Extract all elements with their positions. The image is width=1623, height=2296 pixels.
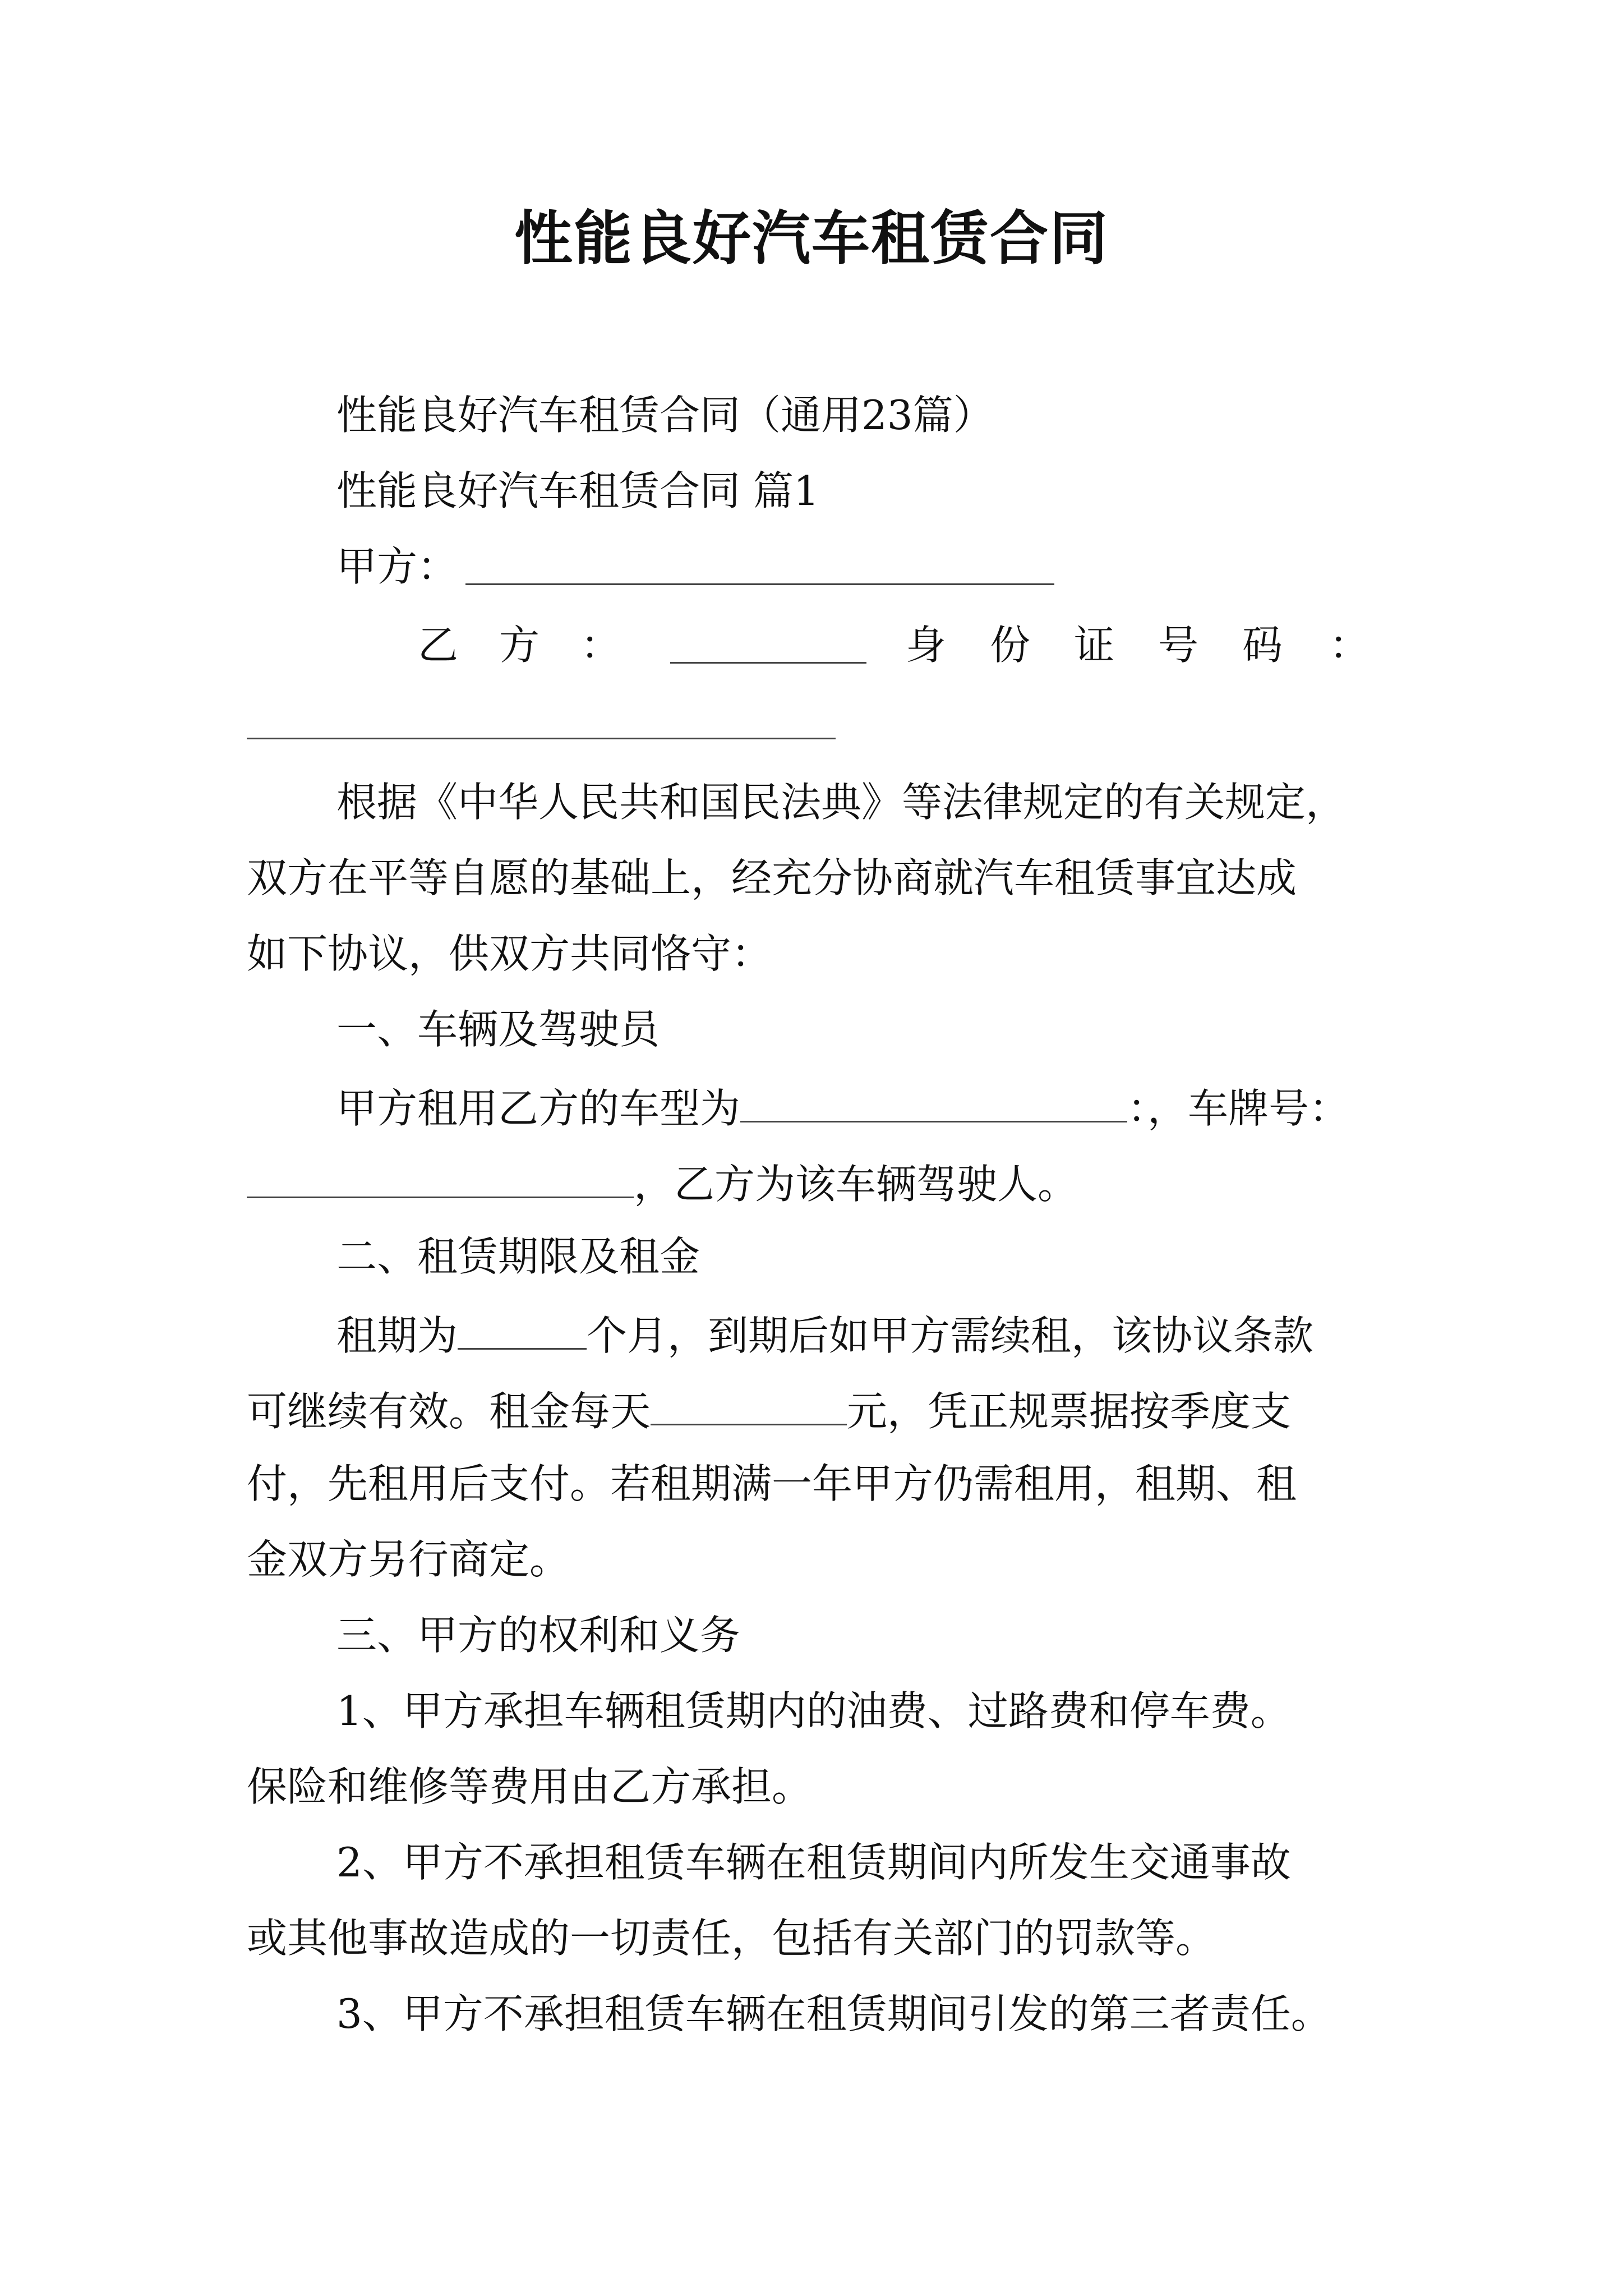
section-title: 性能良好汽车租赁合同 篇1	[336, 467, 819, 514]
heading-2: 二、租赁期限及租金	[336, 1233, 700, 1280]
party-b-char-1: 乙	[418, 622, 459, 669]
rent-label: 可继续有效。租金每天	[247, 1388, 651, 1435]
party-b-blank	[670, 662, 866, 664]
plate-label: ：，车牌号：	[1127, 1085, 1350, 1132]
intro-line-2: 双方在平等自愿的基础上，经充分协商就汽车租赁事宜达成	[247, 854, 1297, 901]
plate-blank	[247, 1153, 634, 1198]
id-char-4: 号	[1158, 622, 1199, 669]
intro-line-3: 如下协议，供双方共同恪守：	[247, 930, 772, 977]
rent-amount-blank	[651, 1380, 847, 1425]
id-colon: ：	[1329, 622, 1370, 669]
document-subtitle: 性能良好汽车租赁合同（通用23篇）	[336, 392, 994, 439]
term-line-4: 金双方另行商定。	[247, 1536, 570, 1583]
intro-line-1: 根据《中华人民共和国民法典》等法律规定的有关规定，	[336, 779, 1347, 826]
clause-1-line-1: 1、甲方承担车辆租赁期内的油费、过路费和停车费。	[336, 1687, 1291, 1734]
id-char-2: 份	[990, 622, 1031, 669]
clause-3-line-1: 3、甲方不承担租赁车辆在租赁期间引发的第三者责任。	[336, 1990, 1331, 2037]
id-char-1: 身	[906, 622, 947, 669]
term-line-3: 付，先租用后支付。若租期满一年甲方仍需租用，租期、租	[247, 1460, 1297, 1507]
term-line-2	[247, 1380, 1291, 1439]
car-model-blank	[740, 1077, 1127, 1122]
term-line-1	[336, 1304, 1313, 1364]
clause-1-line-2: 保险和维修等费用由乙方承担。	[247, 1763, 813, 1810]
party-b-colon: ：	[580, 622, 621, 669]
clause-2-line-2: 或其他事故造成的一切责任，包括有关部门的罚款等。	[247, 1915, 1216, 1962]
party-a-label: 甲方：	[336, 543, 458, 590]
term-label: 租期为	[336, 1312, 458, 1359]
party-b-char-2: 方	[499, 622, 540, 669]
id-char-3: 证	[1074, 622, 1115, 669]
clause-2-line-1: 2、甲方不承担租赁车辆在租赁期间内所发生交通事故	[336, 1839, 1291, 1886]
heading-3: 三、甲方的权利和义务	[336, 1612, 741, 1659]
heading-1: 一、车辆及驾驶员	[336, 1006, 660, 1053]
party-a-line	[336, 539, 458, 595]
rent-text: 元，凭正规票据按季度支	[847, 1388, 1292, 1435]
party-a-blank	[465, 583, 1054, 585]
driver-text: ，乙方为该车辆驾驶人。	[634, 1161, 1078, 1208]
car-model-label: 甲方租用乙方的车型为	[336, 1085, 741, 1132]
car-line-2	[247, 1153, 1078, 1212]
document-title: 性能良好汽车租赁合同	[514, 204, 1109, 273]
car-line-1	[336, 1077, 1349, 1137]
id-number-blank	[247, 738, 836, 739]
term-text: 个月，到期后如甲方需续租，该协议条款	[587, 1312, 1314, 1359]
id-char-5: 码	[1242, 622, 1283, 669]
term-months-blank	[458, 1304, 587, 1350]
